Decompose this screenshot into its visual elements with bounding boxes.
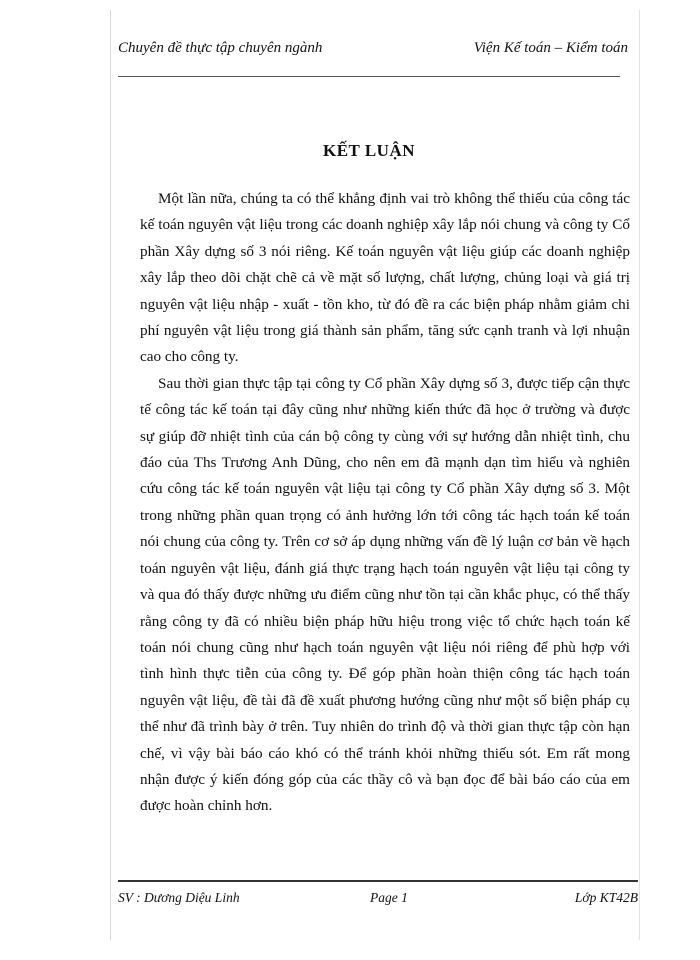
page-title: KẾT LUẬN [322, 141, 415, 160]
footer-divider [118, 880, 638, 882]
body-text [140, 186, 630, 820]
page-footer [118, 890, 638, 910]
paragraph-2: Sau thời gian thực tập tại công ty Cổ phần Xây dựng số 3, được tiếp cận thực tế công tác kế toán tại đây cũng như những kiến thức đã học ở trường và được sự giúp đỡ nhiệt tình của cán bộ công ty cùng với sự hướng dẫn nhiệt tình, chu đáo của Ths Trương Anh Dũng, cho nên em đã mạnh dạn tìm hiểu và nghiên cứu công tác kế toán nguyên vật liệu tại công ty Cổ phần Xây dựng số 3. Một trong những phần quan trọng có ảnh hưởng lớn tới công tác hạch toán kế toán nói chung của công ty. Trên cơ sở áp dụng những vấn đề lý luận cơ bản về hạch toán nguyên vật liệu, đánh giá thực trạng hạch toán nguyên vật liệu tại công ty và qua đó thấy được những ưu điểm cũng như tồn tại cần khắc phục, có thể thấy rằng công ty đã có nhiều biện pháp hữu hiệu trong việc tổ chức hạch toán kế toán nói chung cũng như hạch toán nguyên vật liệu nói riêng để phù hợp với tình hình thực tiễn của công ty. Để góp phần hoàn thiện công tác hạch toán nguyên vật liệu, đề tài đã đề xuất phương hướng cũng như một số biện pháp cụ thể như đã trình bày ở trên. Tuy nhiên do trình độ và thời gian thực tập còn hạn chế, vì vậy bài báo cáo khó có thể tránh khỏi những thiếu sót. Em rất mong nhận được ý kiến đóng góp của các thầy cô và bạn đọc để bài báo cáo của em được hoàn chỉnh hơn. [140, 374, 630, 815]
paragraph-1: Một lần nữa, chúng ta có thể khẳng định vai trò không thể thiếu của công tác kế toán nguyên vật liệu trong các doanh nghiệp xây lắp nói chung và công ty Cổ phần Xây dựng số 3 nói riêng. Kế toán nguyên vật liệu giúp các doanh nghiệp xây lắp theo dõi chặt chẽ cả về mặt số lượng, chất lượng, chủng loại và giá trị nguyên vật liệu nhập - xuất - tồn kho, từ đó đề ra các biện pháp nhằm giảm chi phí nguyên vật liệu trong giá thành sản phẩm, tăng sức cạnh tranh và lợi nhuận cao cho công ty. [140, 190, 630, 366]
footer-page-number: Page 1 [370, 890, 408, 905]
header-divider [118, 76, 620, 77]
header-institute: Viện Kế toán – Kiểm toán [473, 40, 628, 56]
footer-student: SV : Dương Diệu Linh [118, 890, 240, 905]
header-report-type: Chuyên đề thực tập chuyên ngành [118, 40, 323, 56]
footer-class: Lớp KT42B [574, 890, 638, 905]
page-header [118, 40, 628, 62]
